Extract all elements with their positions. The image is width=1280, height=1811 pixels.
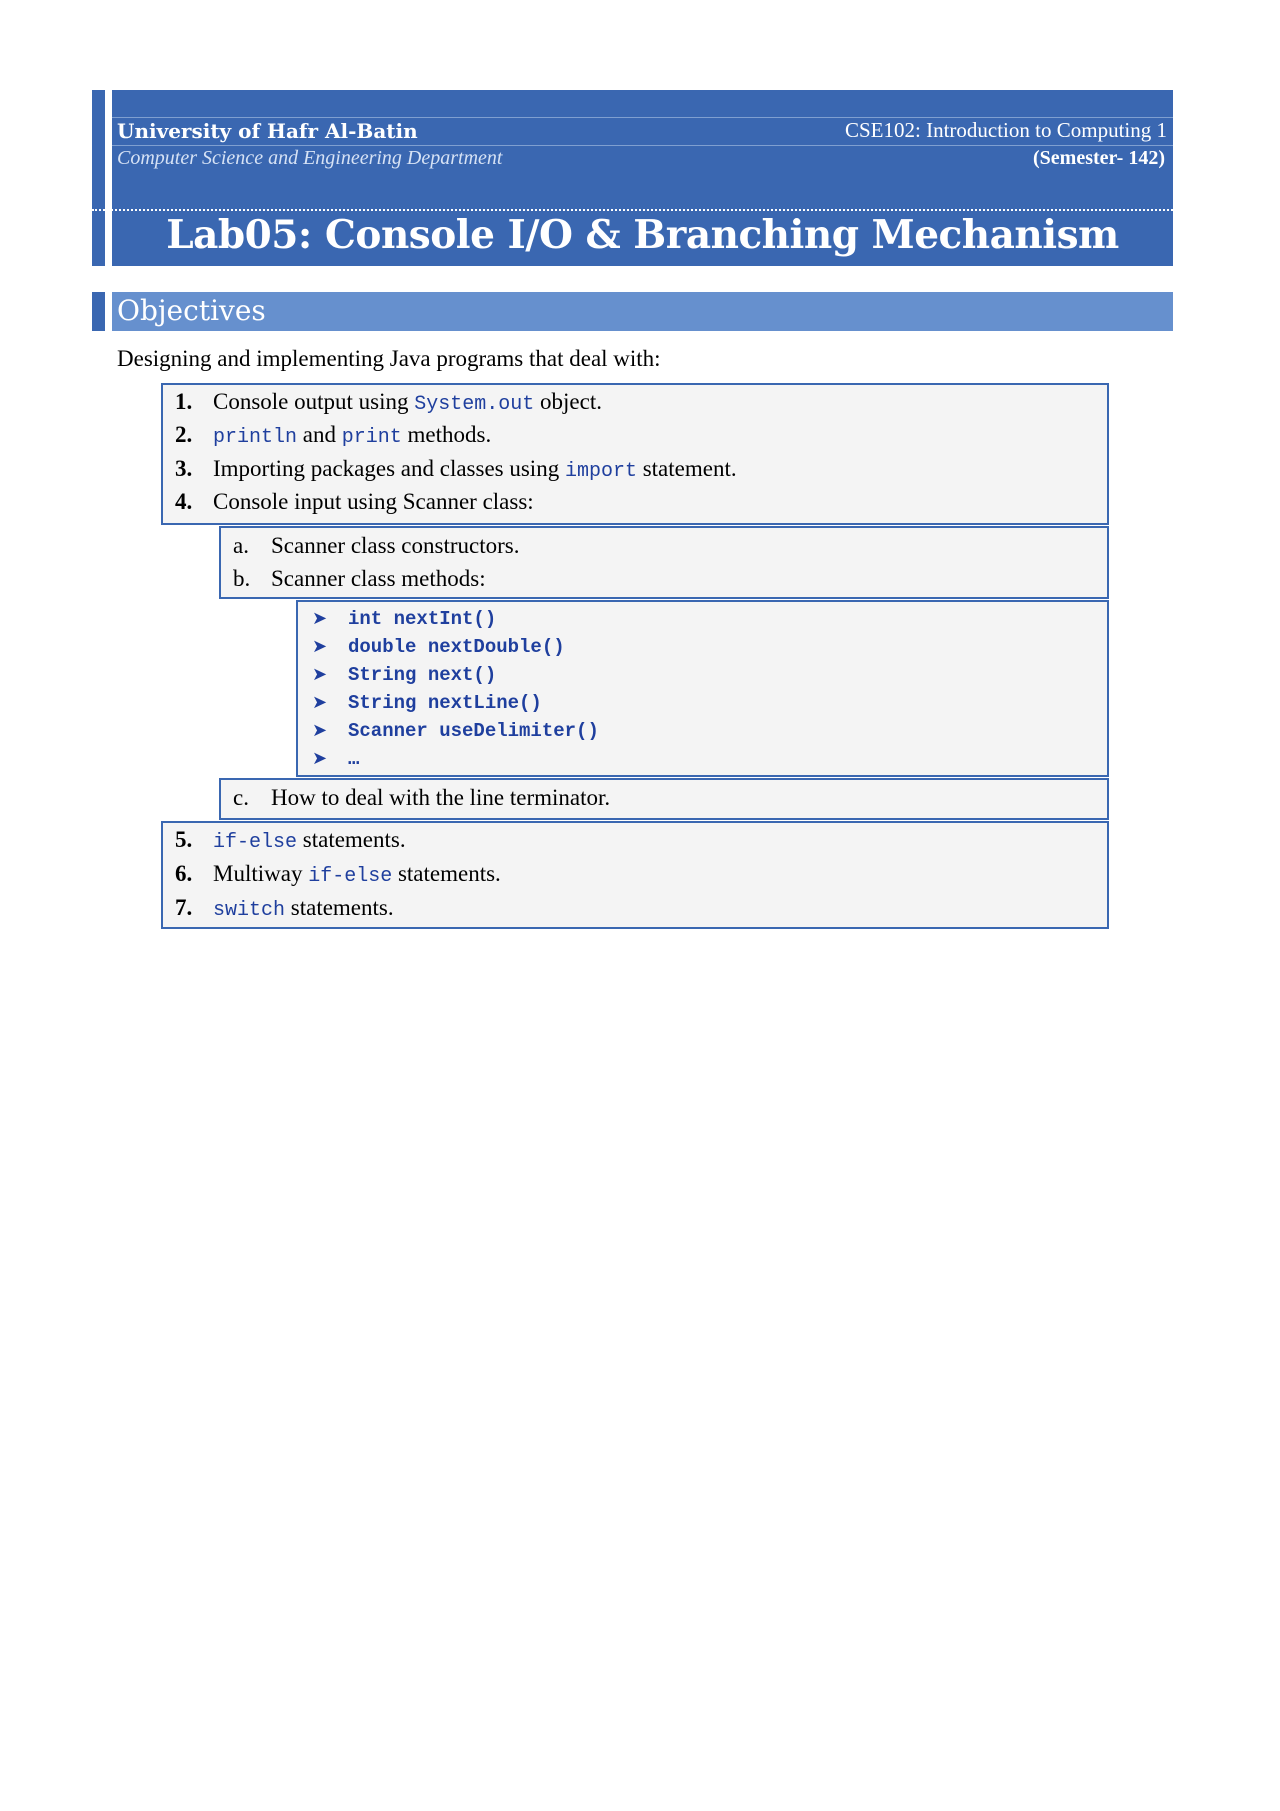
- code-span: switch: [213, 899, 286, 922]
- item-text: object.: [534, 389, 602, 414]
- item-text: Console input using Scanner class:: [213, 489, 534, 514]
- item-text: Scanner class constructors.: [271, 533, 520, 558]
- list-item: [175, 420, 491, 453]
- method-signature: …: [348, 748, 360, 770]
- method-signature: String nextLine(): [348, 692, 542, 714]
- arrow-bullet-icon: ➤: [312, 636, 328, 656]
- header-rule: [112, 145, 1173, 146]
- item-number: 3.: [175, 456, 193, 481]
- item-number: 5.: [175, 827, 193, 852]
- code-span: if-else: [213, 831, 298, 854]
- sub-list-item: [233, 783, 610, 813]
- code-span: System.out: [414, 393, 535, 416]
- page-title: Lab05: Console I/O & Branching Mechanism: [166, 212, 1119, 258]
- item-text: statements.: [392, 861, 501, 886]
- item-text: Scanner class methods:: [271, 566, 486, 591]
- item-number: 6.: [175, 861, 193, 886]
- department-name: Computer Science and Engineering Department: [117, 147, 503, 169]
- item-text: statement.: [636, 456, 737, 481]
- sublist-box: [219, 526, 1109, 599]
- list-item: [175, 825, 406, 858]
- arrow-bullet-icon: ➤: [312, 720, 328, 740]
- method-signature: String next(): [348, 664, 497, 686]
- course-name: CSE102: Introduction to Computing 1: [844, 118, 1167, 142]
- sub-list-item: [233, 531, 519, 561]
- item-letter: c.: [233, 785, 249, 810]
- item-letter: b.: [233, 566, 251, 591]
- item-number: 4.: [175, 489, 193, 514]
- section-heading: Objectives: [117, 294, 266, 327]
- university-name: University of Hafr Al-Batin: [117, 119, 418, 143]
- method-item: [312, 742, 359, 774]
- sub-list-item: [233, 564, 486, 594]
- item-text: methods.: [401, 422, 492, 447]
- list-item: [175, 859, 501, 892]
- method-signature: Scanner useDelimiter(): [348, 720, 599, 742]
- objectives-list-box: [161, 383, 1109, 525]
- item-text: How to deal with the line terminator.: [271, 785, 611, 810]
- list-item: [175, 487, 534, 517]
- code-span: println: [213, 426, 298, 449]
- semester-label: (Semester- 142): [1033, 147, 1165, 169]
- item-number: 1.: [175, 389, 193, 414]
- item-text: Console output using: [213, 389, 415, 414]
- objectives-list-box: [161, 821, 1109, 929]
- arrow-bullet-icon: ➤: [312, 608, 328, 628]
- item-text: Importing packages and classes using: [213, 456, 565, 481]
- item-text: Multiway: [213, 861, 309, 886]
- code-span: print: [341, 426, 402, 449]
- header-accent-strip: [92, 90, 105, 266]
- method-signature: double nextDouble(): [348, 636, 565, 658]
- arrow-bullet-icon: ➤: [312, 664, 328, 684]
- header-dotted-divider: [92, 209, 1173, 211]
- section-accent-strip: [92, 292, 105, 331]
- code-span: if-else: [308, 865, 393, 888]
- section-heading-bar: [112, 292, 1173, 331]
- item-text: statements.: [285, 895, 394, 920]
- code-span: import: [564, 460, 637, 483]
- list-item: [175, 454, 737, 487]
- methods-list-box: [296, 600, 1109, 777]
- intro-text: Designing and implementing Java programs that deal with:: [117, 346, 661, 371]
- item-number: 2.: [175, 422, 193, 447]
- item-text: and: [297, 422, 342, 447]
- sublist-box: [219, 778, 1109, 820]
- arrow-bullet-icon: ➤: [312, 692, 328, 712]
- method-signature: int nextInt(): [348, 608, 497, 630]
- item-number: 7.: [175, 895, 193, 920]
- arrow-bullet-icon: ➤: [312, 748, 328, 768]
- item-letter: a.: [233, 533, 249, 558]
- list-item: [175, 387, 602, 420]
- list-item: [175, 893, 394, 926]
- item-text: statements.: [297, 827, 406, 852]
